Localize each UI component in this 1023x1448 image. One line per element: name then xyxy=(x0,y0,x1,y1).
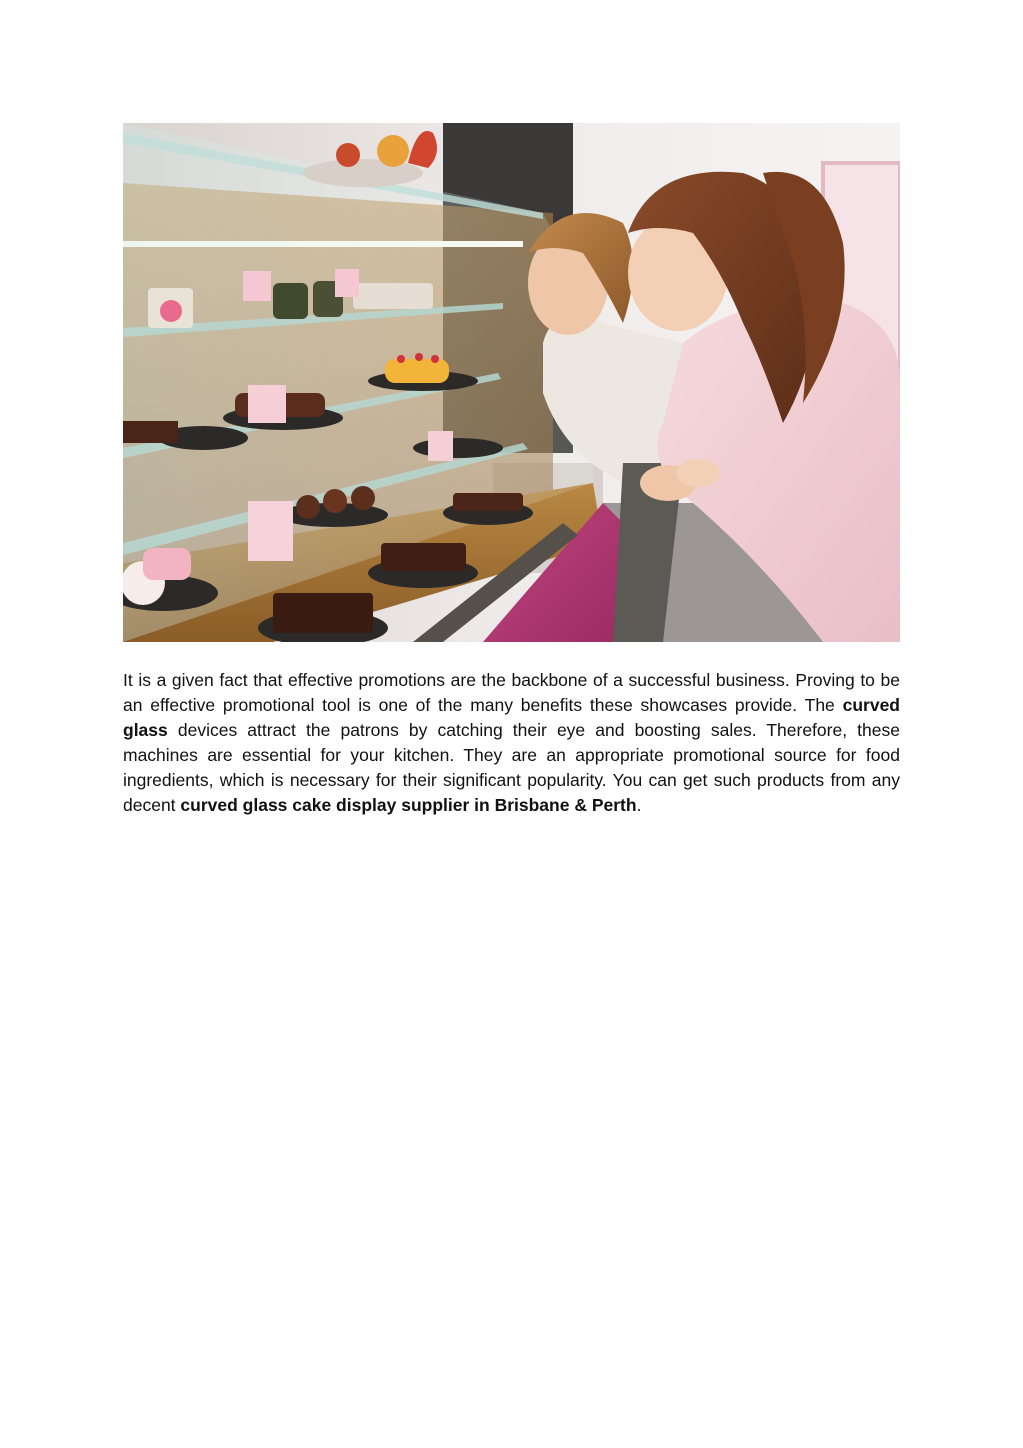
decor-plate xyxy=(303,159,423,187)
pink-dessert xyxy=(143,548,191,580)
keyword-supplier: curved glass cake display supplier in Brisbane & Perth xyxy=(180,795,637,815)
body-paragraph xyxy=(123,668,900,818)
cake-display-photo xyxy=(123,123,900,642)
price-card xyxy=(335,269,359,297)
price-card xyxy=(248,501,293,561)
keyword-link-curved-glass: curved glass xyxy=(123,695,900,740)
berry xyxy=(431,355,439,363)
price-card xyxy=(243,271,271,301)
orange-cake xyxy=(385,359,449,383)
berry xyxy=(415,353,423,361)
pumpkin-decor xyxy=(377,135,409,167)
pumpkin-decor-small xyxy=(336,143,360,167)
jar-lid xyxy=(160,300,182,322)
cake-board xyxy=(413,438,503,458)
berry xyxy=(397,355,405,363)
brownie-tray xyxy=(273,593,373,633)
cake-display-illustration xyxy=(123,123,900,642)
paragraph-text-1: It is a given fact that effective promotions are the backbone of a successful business. Proving to be an effective promotional tool is one of the many benefits these showcases provide. The xyxy=(123,670,900,715)
price-card xyxy=(248,385,286,423)
jar xyxy=(273,283,308,319)
paragraph-text-2: devices attract the patrons by catching their eye and boosting sales. Therefore, these machines are essential for your kitchen. They are an appropriate promotional source for food ingredients, which is necessary for their significant popularity. You can get such products from any decent xyxy=(123,720,900,815)
hands xyxy=(676,459,720,487)
tartlet xyxy=(351,486,375,510)
paragraph-text-3: . xyxy=(636,795,642,815)
jar-row xyxy=(353,283,433,309)
brownie-tray xyxy=(381,543,466,571)
brownie-row xyxy=(453,493,523,511)
tartlet xyxy=(296,495,320,519)
price-card xyxy=(428,431,453,461)
tartlet xyxy=(323,489,347,513)
cake xyxy=(123,421,178,443)
